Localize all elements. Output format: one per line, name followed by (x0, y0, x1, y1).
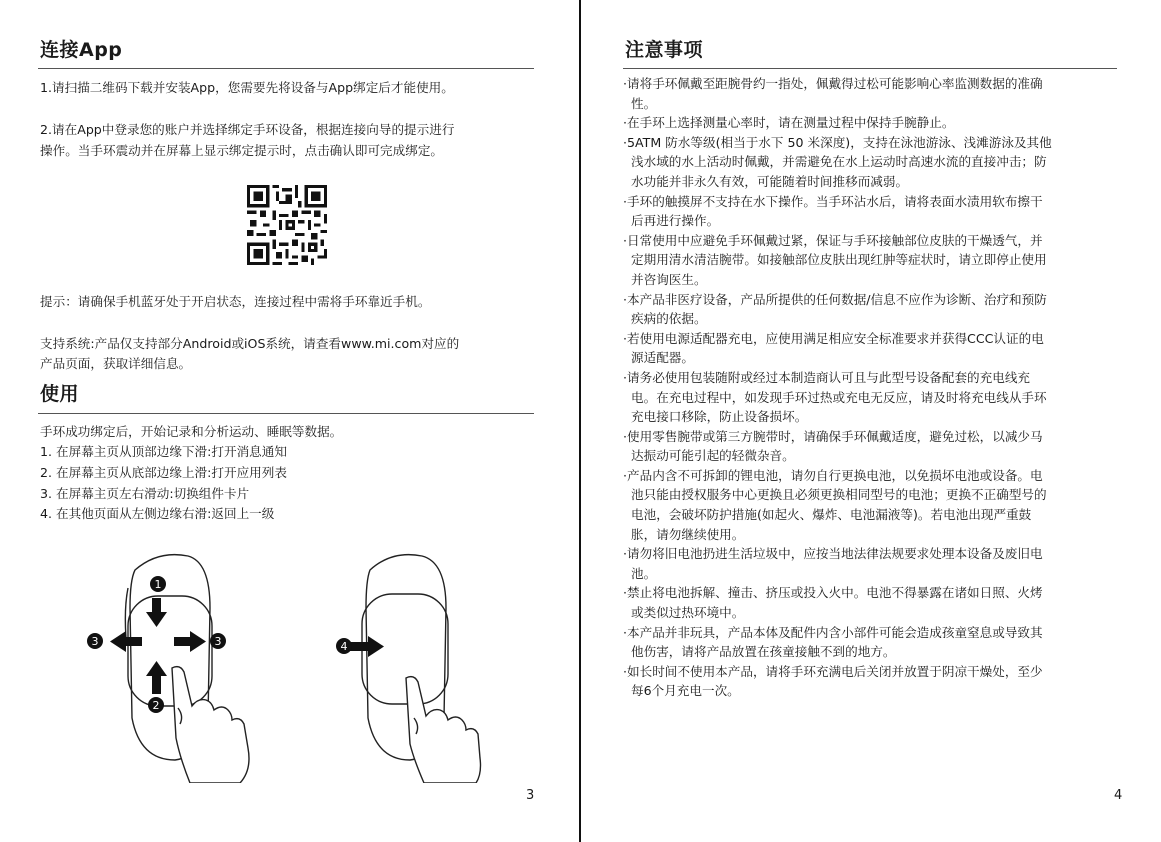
list-item: 1. 在屏幕主页从顶部边缘下滑:打开消息通知 (40, 444, 287, 459)
list-item: 池只能由授权服务中心更换且必须更换相同型号的电池；更换不正确型号的 (623, 487, 1047, 503)
list-item: 源适配器。 (623, 350, 694, 366)
back-finger-icon (406, 677, 481, 783)
divider (623, 68, 1117, 69)
step-marker-2 (148, 697, 164, 713)
divider (38, 413, 534, 414)
gesture-list (40, 442, 287, 525)
list-item: ·本产品并非玩具，产品本体及配件内含小部件可能会造成孩童窒息或导致其 (623, 624, 1043, 640)
connect-step-1: 1.请扫描二维码下载并安装App，您需要先将设备与App绑定后才能使用。 (40, 80, 454, 95)
list-item: ·若使用电源适配器充电，应使用满足相应安全标准要求并获得CCC认证的电 (623, 330, 1044, 346)
list-item: ·禁止将电池拆解、撞击、挤压或投入火中。电池不得暴露在诸如日照、火烤 (623, 585, 1043, 601)
usage-intro: 手环成功绑定后，开始记录和分析运动、睡眠等数据。 (40, 424, 343, 439)
list-item: ·使用零售腕带或第三方腕带时，请确保手环佩戴适度，避免过松，以减少马 (623, 428, 1043, 444)
usage-title: 使用 (40, 383, 80, 405)
list-item: 胀，请勿继续使用。 (623, 526, 745, 542)
list-item: 电池，会破坏防护措施(如起火、爆炸、电池漏液等)。若电池出现严重鼓 (623, 507, 1032, 523)
qr-code-icon (247, 185, 327, 265)
arrow-down-icon (146, 598, 167, 627)
list-item: 后再进行操作。 (623, 213, 720, 229)
arrow-right-icon (174, 631, 206, 652)
list-item: 水功能并非永久有效，可能随着时间推移而减弱。 (623, 173, 909, 189)
support-line-2: 产品页面，获取详细信息。 (40, 356, 192, 371)
list-item: 定期用清水清洁腕带。如接触部位皮肤出现红肿等症状时，请立即停止使用 (623, 252, 1047, 268)
support-line-1: 支持系统:产品仅支持部分Android或iOS系统，请查看www.mi.com对应的 (40, 336, 460, 351)
band-gesture-illustration (80, 548, 500, 783)
bluetooth-tip: 提示：请确保手机蓝牙处于开启状态，连接过程中需将手环靠近手机。 (40, 294, 431, 309)
divider (38, 68, 534, 69)
list-item: 3. 在屏幕主页左右滑动:切换组件卡片 (40, 485, 250, 501)
page-number: 4 (1114, 788, 1123, 803)
list-item: ·如长时间不使用本产品，请将手环充满电后关闭并放置于阴凉干燥处，至少 (623, 663, 1043, 679)
connect-app-title: 连接App (40, 39, 123, 61)
list-item: 每6个月充电一次。 (623, 683, 740, 699)
precautions-title: 注意事项 (625, 39, 704, 61)
list-item: 他伤害，请将产品放置在孩童接触不到的地方。 (623, 644, 896, 660)
list-item: ·手环的触摸屏不支持在水下操作。当手环沾水后，请将表面水渍用软布擦干 (623, 193, 1043, 209)
page-spine (579, 0, 581, 842)
list-item: 性。 (623, 95, 657, 111)
list-item: ·请将手环佩戴至距腕骨约一指处，佩戴得过松可能影响心率监测数据的准确 (623, 76, 1043, 91)
svg-text:4: 4 (340, 640, 348, 653)
svg-text:1: 1 (154, 578, 162, 591)
precautions-list (623, 74, 1052, 701)
step-marker-1 (150, 576, 166, 592)
svg-text:2: 2 (152, 699, 160, 712)
list-item: ·本产品非医疗设备，产品所提供的任何数据/信息不应作为诊断、治疗和预防 (623, 291, 1047, 307)
arrow-left-icon (110, 631, 142, 652)
svg-text:3: 3 (91, 635, 99, 648)
list-item: 并咨询医生。 (623, 271, 707, 287)
list-item: ·在手环上选择测量心率时，请在测量过程中保持手腕静止。 (623, 115, 955, 131)
list-item: ·请勿将旧电池扔进生活垃圾中，应按当地法律法规要求处理本设备及废旧电 (623, 546, 1043, 562)
list-item: ·5ATM 防水等级(相当于水下 50 米深度)，支持在泳池游泳、浅滩游泳及其他 (623, 134, 1052, 150)
arrow-up-icon (146, 661, 167, 694)
connect-step-2-line-2: 操作。当手环震动并在屏幕上显示绑定提示时，点击确认即可完成绑定。 (40, 143, 443, 158)
svg-text:3: 3 (214, 635, 222, 648)
list-item: 浅水域的水上活动时佩戴，并需避免在水上运动时高速水流的直接冲击；防 (623, 154, 1047, 170)
step-marker-4 (336, 638, 352, 654)
list-item: 或类似过热环境中。 (623, 605, 745, 621)
list-item: ·日常使用中应避免手环佩戴过紧，保证与手环接触部位皮肤的干燥透气，并 (623, 232, 1043, 248)
list-item: 4. 在其他页面从左侧边缘右滑:返回上一级 (40, 506, 275, 522)
step-marker-3-right (210, 633, 226, 649)
list-item: 达振动可能引起的轻微杂音。 (623, 448, 795, 464)
list-item: 2. 在屏幕主页从底部边缘上滑:打开应用列表 (40, 464, 287, 480)
list-item: 疾病的依据。 (623, 311, 707, 327)
list-item: ·产品内含不可拆卸的锂电池，请勿自行更换电池，以免损坏电池或设备。电 (623, 467, 1043, 483)
step-marker-3-left (87, 633, 103, 649)
list-item: 充电接口移除，防止设备损坏。 (623, 409, 808, 425)
page-number: 3 (526, 788, 535, 803)
list-item: 池。 (623, 565, 657, 581)
connect-step-2-line-1: 2.请在App中登录您的账户并选择绑定手环设备，根据连接向导的提示进行 (40, 122, 455, 137)
list-item: ·请务必使用包装随附或经过本制造商认可且与此型号设备配套的充电线充 (623, 369, 1031, 385)
list-item: 电。在充电过程中，如发现手环过热或充电无反应，请及时将充电线从手环 (623, 389, 1047, 405)
